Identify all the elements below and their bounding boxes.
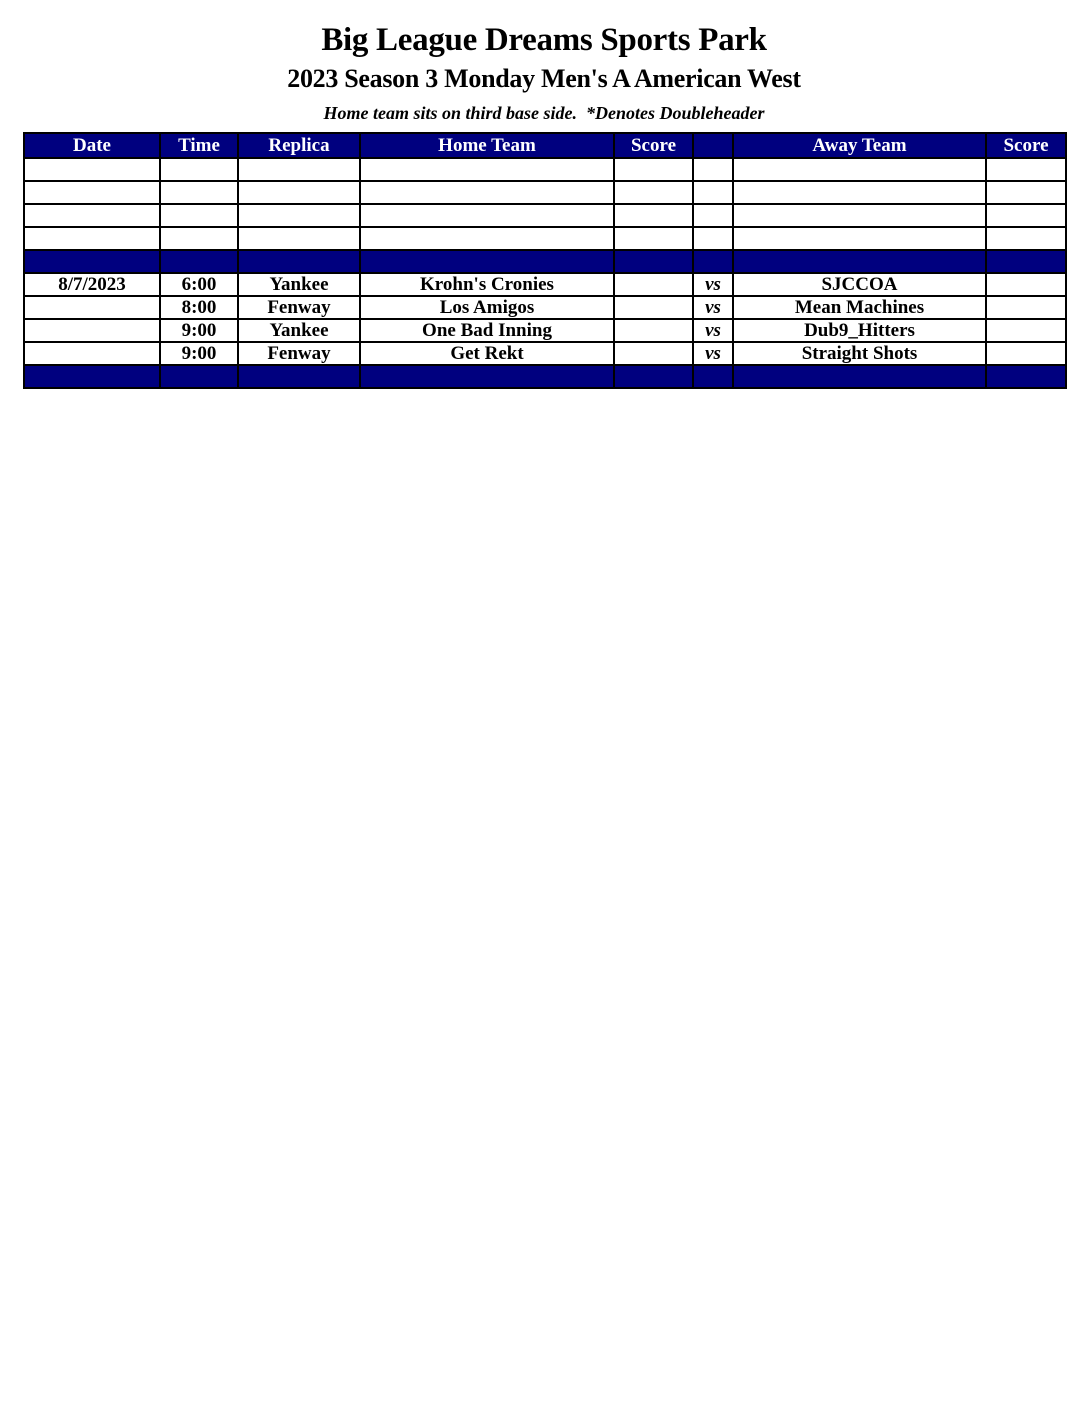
empty-cell xyxy=(360,204,614,227)
separator-cell xyxy=(160,250,238,273)
game-replica: Yankee xyxy=(238,319,360,342)
column-header-replica: Replica xyxy=(238,133,360,158)
schedule-table xyxy=(23,132,1067,389)
separator-cell xyxy=(614,250,693,273)
separator-cell xyxy=(733,365,986,388)
column-header-home-team: Home Team xyxy=(360,133,614,158)
empty-cell xyxy=(160,204,238,227)
empty-row xyxy=(24,204,1066,227)
page-title: Big League Dreams Sports Park xyxy=(321,22,767,58)
home-team: Get Rekt xyxy=(360,342,614,365)
separator-cell xyxy=(986,250,1066,273)
empty-cell xyxy=(24,158,160,181)
empty-cell xyxy=(160,158,238,181)
separator-cell xyxy=(24,250,160,273)
schedule-note: Home team sits on third base side. *Denotes Doubleheader xyxy=(323,103,765,123)
empty-cell xyxy=(986,227,1066,250)
away-team: Mean Machines xyxy=(733,296,986,319)
empty-cell xyxy=(986,204,1066,227)
empty-cell xyxy=(238,227,360,250)
game-replica: Fenway xyxy=(238,296,360,319)
vs-label: vs xyxy=(693,296,733,319)
empty-row xyxy=(24,158,1066,181)
vs-label: vs xyxy=(693,273,733,296)
game-date xyxy=(24,296,160,319)
empty-cell xyxy=(24,204,160,227)
column-header-vs xyxy=(693,133,733,158)
empty-cell xyxy=(24,227,160,250)
game-replica: Yankee xyxy=(238,273,360,296)
column-header-date: Date xyxy=(24,133,160,158)
table-header-row xyxy=(24,133,1066,158)
game-row xyxy=(24,319,1066,342)
home-team: One Bad Inning xyxy=(360,319,614,342)
empty-cell xyxy=(733,227,986,250)
away-team: SJCCOA xyxy=(733,273,986,296)
empty-row xyxy=(24,227,1066,250)
separator-cell xyxy=(360,365,614,388)
separator-cell xyxy=(693,250,733,273)
home-score xyxy=(614,342,693,365)
separator-cell xyxy=(693,365,733,388)
column-header-home-score: Score xyxy=(614,133,693,158)
away-score xyxy=(986,296,1066,319)
home-team: Krohn's Cronies xyxy=(360,273,614,296)
away-team: Dub9_Hitters xyxy=(733,319,986,342)
column-header-away-score: Score xyxy=(986,133,1066,158)
separator-cell xyxy=(238,365,360,388)
home-score xyxy=(614,296,693,319)
away-score xyxy=(986,342,1066,365)
empty-cell xyxy=(238,181,360,204)
empty-cell xyxy=(733,158,986,181)
empty-cell xyxy=(614,181,693,204)
empty-cell xyxy=(614,227,693,250)
separator-row xyxy=(24,250,1066,273)
empty-cell xyxy=(693,181,733,204)
home-score xyxy=(614,273,693,296)
game-time: 8:00 xyxy=(160,296,238,319)
separator-cell xyxy=(238,250,360,273)
empty-cell xyxy=(238,158,360,181)
empty-cell xyxy=(24,181,160,204)
away-score xyxy=(986,319,1066,342)
game-row xyxy=(24,342,1066,365)
separator-row xyxy=(24,365,1066,388)
game-time: 9:00 xyxy=(160,319,238,342)
game-row xyxy=(24,273,1066,296)
vs-label: vs xyxy=(693,319,733,342)
home-score xyxy=(614,319,693,342)
empty-cell xyxy=(693,204,733,227)
game-row xyxy=(24,296,1066,319)
empty-cell xyxy=(360,227,614,250)
separator-cell xyxy=(986,365,1066,388)
away-team: Straight Shots xyxy=(733,342,986,365)
vs-label: vs xyxy=(693,342,733,365)
empty-cell xyxy=(360,158,614,181)
league-subtitle: 2023 Season 3 Monday Men's A American West xyxy=(287,64,801,93)
game-time: 9:00 xyxy=(160,342,238,365)
game-date xyxy=(24,342,160,365)
empty-cell xyxy=(238,204,360,227)
empty-cell xyxy=(986,158,1066,181)
empty-cell xyxy=(160,227,238,250)
separator-cell xyxy=(360,250,614,273)
empty-cell xyxy=(733,204,986,227)
empty-cell xyxy=(614,204,693,227)
empty-cell xyxy=(360,181,614,204)
game-date: 8/7/2023 xyxy=(24,273,160,296)
empty-cell xyxy=(614,158,693,181)
column-header-away-team: Away Team xyxy=(733,133,986,158)
separator-cell xyxy=(24,365,160,388)
separator-cell xyxy=(733,250,986,273)
home-team: Los Amigos xyxy=(360,296,614,319)
column-header-time: Time xyxy=(160,133,238,158)
game-replica: Fenway xyxy=(238,342,360,365)
game-time: 6:00 xyxy=(160,273,238,296)
empty-row xyxy=(24,181,1066,204)
away-score xyxy=(986,273,1066,296)
separator-cell xyxy=(160,365,238,388)
separator-cell xyxy=(614,365,693,388)
empty-cell xyxy=(733,181,986,204)
empty-cell xyxy=(160,181,238,204)
game-date xyxy=(24,319,160,342)
empty-cell xyxy=(986,181,1066,204)
empty-cell xyxy=(693,158,733,181)
empty-cell xyxy=(693,227,733,250)
